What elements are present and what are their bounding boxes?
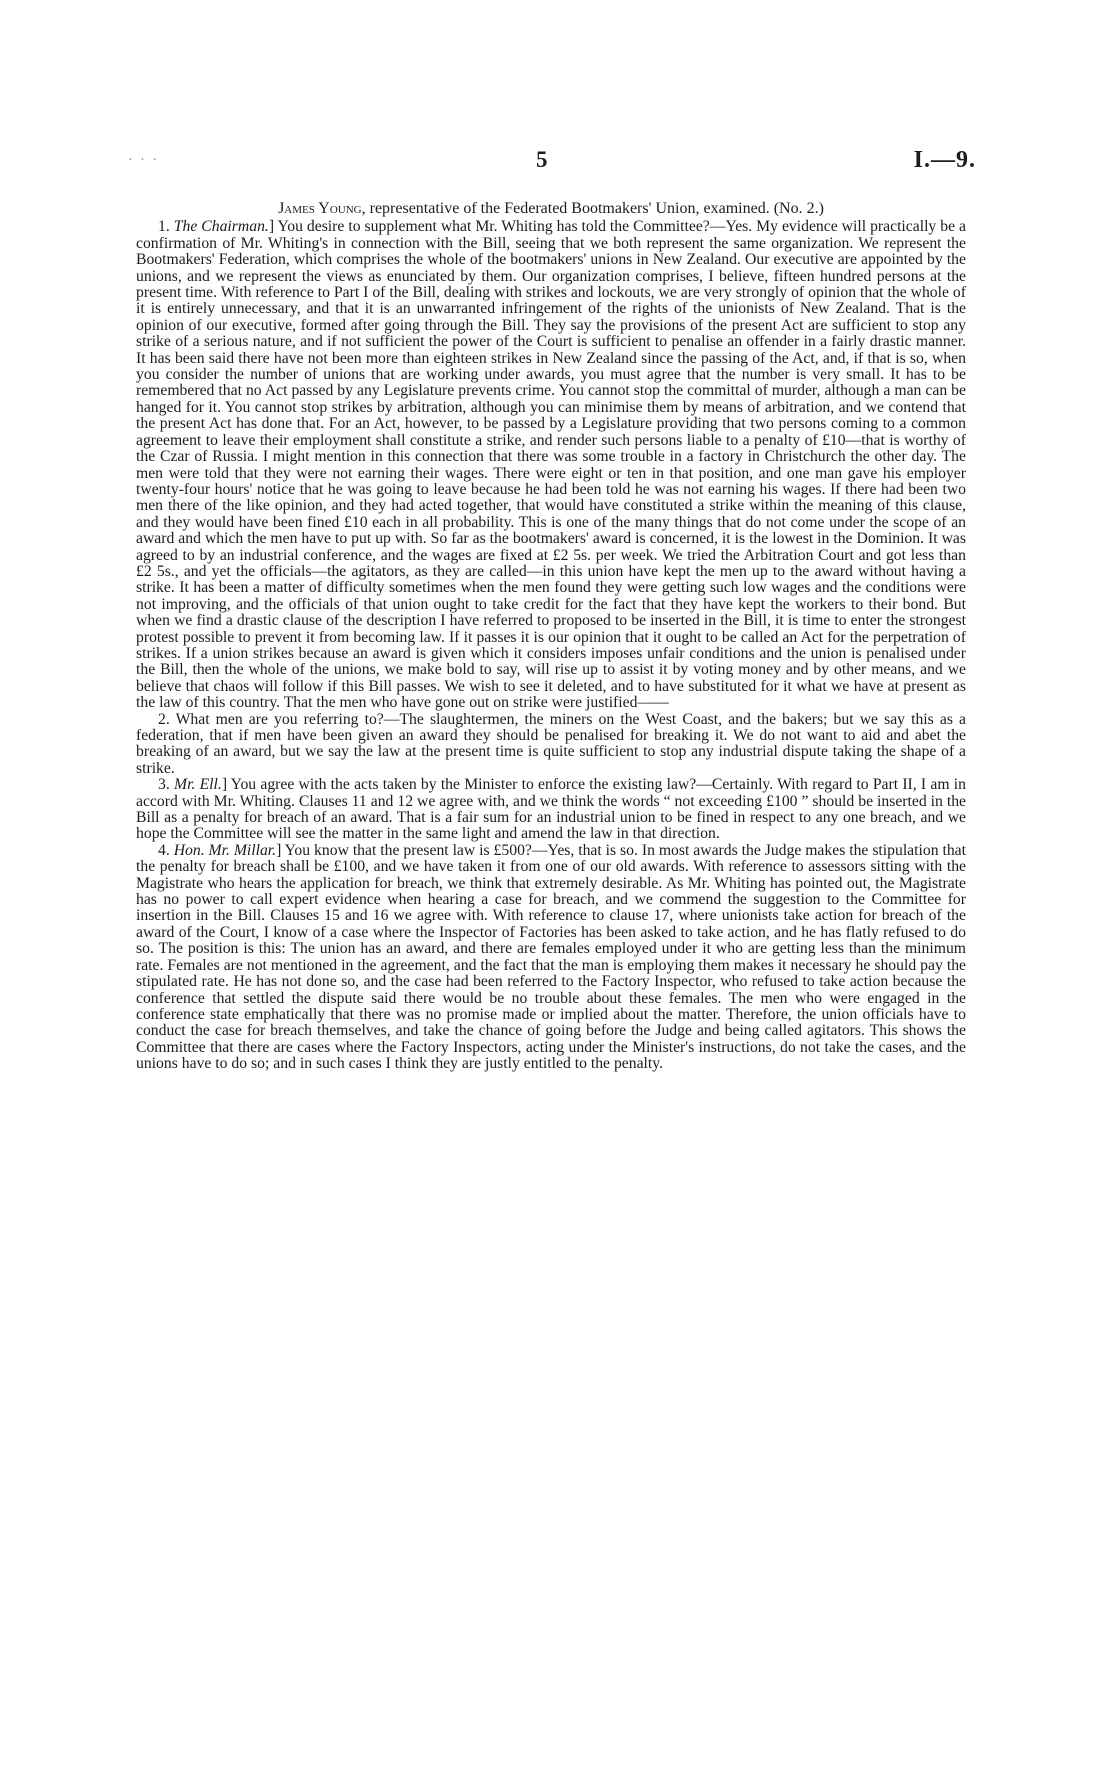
paragraph-2	[136, 712, 966, 778]
question-number: 1.	[158, 218, 170, 236]
paragraph-4	[136, 843, 966, 1073]
witness-name: James Young	[278, 200, 362, 217]
question-number: 2.	[158, 710, 170, 728]
paragraph-text: What men are you referring to?—The slaughtermen, the miners on the West Coast, and the bakers; but we say this as a federation, that if men have been given an award they should be penalised for breaking it. We do not want to aid and abet the breaking of an award, but we say the law at the present time is quite sufficient to stop any industrial dispute taking the shape of a strike.	[136, 710, 966, 777]
page-header	[128, 147, 976, 183]
paragraph-text: ] You desire to supplement what Mr. Whiting has told the Committee?—Yes. My evidence will practically be a confirmation of Mr. Whiting's in connection with the Bill, seeing that we both represent the same organization. We represent the Bootmakers' Federation, which comprises the whole of the bootmakers' unions in New Zealand. Our executive are appointed by the unions, and we represent the views as enunciated by them. Our organization comprises, I believe, fifteen hundred persons at the present time. With reference to Part I of the Bill, dealing with strikes and lockouts, we are very strongly of opinion that the whole of it is entirely unnecessary, and that it is an unwarranted infringement of the rights of the unionists of New Zealand. That is the opinion of our executive, formed after going through the Bill. They say the provisions of the present Act are sufficient to stop any strike of a serious nature, and if not sufficient the power of the Court is sufficient to penalise an offender in a fairly drastic manner. It has been said there have not been more than eighteen strikes in New Zealand since the passing of the Act, and, if that is so, when you consider the number of unions that are working under awards, you must agree that the number is very small. It has to be remembered that no Act passed by any Legislature prevents crime. You cannot stop the committal of murder, although a man can be hanged for it. You cannot stop strikes by arbitration, although you can minimise them by means of arbitration, and we contend that the present Act has done that. For an Act, however, to be passed by a Legislature providing that two persons coming to a common agreement to leave their employment shall constitute a strike, and render such persons liable to a penalty of £10—that is worthy of the Czar of Russia. I might mention in this connection that there was some trouble in a factory in Christchurch the other day. The men were told that they were not earning their wages. There were eight or ten in that position, and one man gave his employer twenty-four hours' notice that he was going to leave because he had been told he was not earning his wages. If there had been two men there of the like opinion, and they had acted together, that would have constituted a strike within the meaning of this clause, and they would have been fined £10 each in all probability. This is one of the many things that do not come under the scope of an award and which the men have to put up with. So far as the bootmakers' award is concerned, it is the lowest in the Dominion. It was agreed to by an industrial conference, and the wages are fixed at £2 5s. per week. We tried the Arbitration Court and got less than £2 5s., and yet the officials—the agitators, as they are called—in this union have kept the men up to the award without having a strike. It has been a matter of difficulty sometimes when the men found they were getting such low wages and the conditions were not improving, and the officials of that union ought to take credit for the fact that they have kept the workers to their bond. But when we find a drastic clause of the description I have referred to proposed to be inserted in the Bill, it is time to enter the strongest protest possible to prevent it from becoming law. If it passes it is our opinion that it ought to be called an Act for the perpetration of strikes. If a union strikes because an award is given which it considers imposes unfair conditions and the union is penalised under the Bill, then the whole of the unions, we make bold to say, will rise up to assist it by voting money and by other means, and we believe that chaos will follow if this Bill passes. We wish to see it deleted, and to have substituted for it what we have at present as the law of this country. That the men who have gone out on strike were justified——	[136, 218, 967, 712]
document-body	[136, 201, 966, 1073]
paragraph-text: ] You know that the present law is £500?—Yes, that is so. In most awards the Judge makes the stipulation that the penalty for breach shall be £100, and we have taken it from one of our old awards. With reference to assessors sitting with the Magistrate who hears the application for breach, we think that extremely desirable. As Mr. Whiting has pointed out, the Magistrate has no power to call expert evidence when hearing a case for breach, and we commend the suggestion to the Committee for insertion in the Bill. Clauses 15 and 16 we agree with. With reference to clause 17, where unionists take action for breach of the award of the Court, I know of a case where the Inspector of Factories has been asked to take action, and he has flatly refused to do so. The position is this: The union has an award, and there are females employed under it who are getting less than the minimum rate. Females are not mentioned in the agreement, and the fact that the man is employing them makes it necessary he should pay the stipulated rate. He has not done so, and the case had been referred to the Factory Inspector, who refused to take action because the conference that settled the dispute said there would be no trouble about these females. The men who were engaged in the conference state emphatically that there was no promise made or implied about the matter. Therefore, the union officials have to conduct the case for breach themselves, and take the chance of going before the Judge and being called agitators. This shows the Committee that there are cases where the Factory Inspectors, acting under the Minister's instructions, do not take the cases, and the unions have to do so; and in such cases I think they are justly entitled to the penalty.	[136, 841, 966, 1073]
question-number: 3.	[158, 776, 170, 794]
paragraph-text: ] You agree with the acts taken by the Minister to enforce the existing law?—Certainly. With regard to Part II, I am in accord with Mr. Whiting. Clauses 11 and 12 we agree with, and we think the words “ not exceeding £100 ” should be inserted in the Bill as a penalty for breach of an award. That is a fair sum for an industrial union to be fined in respect to any one breach, and we hope the Committee will see the matter in the same light and amend the law in that direction.	[136, 776, 966, 843]
paragraph-3	[136, 777, 966, 843]
margin-marks: · · ·	[128, 153, 159, 168]
speaker: The Chairman.	[173, 218, 269, 236]
witness-heading	[136, 201, 966, 217]
question-number: 4.	[158, 841, 170, 859]
speaker: Hon. Mr. Millar.	[173, 841, 277, 859]
paragraph-1	[136, 219, 966, 711]
document-reference: I.—9.	[913, 147, 976, 173]
page-number: 5	[536, 147, 548, 172]
witness-description: , representative of the Federated Bootmakers' Union, examined. (No. 2.)	[361, 200, 824, 217]
speaker: Mr. Ell.	[174, 776, 222, 794]
